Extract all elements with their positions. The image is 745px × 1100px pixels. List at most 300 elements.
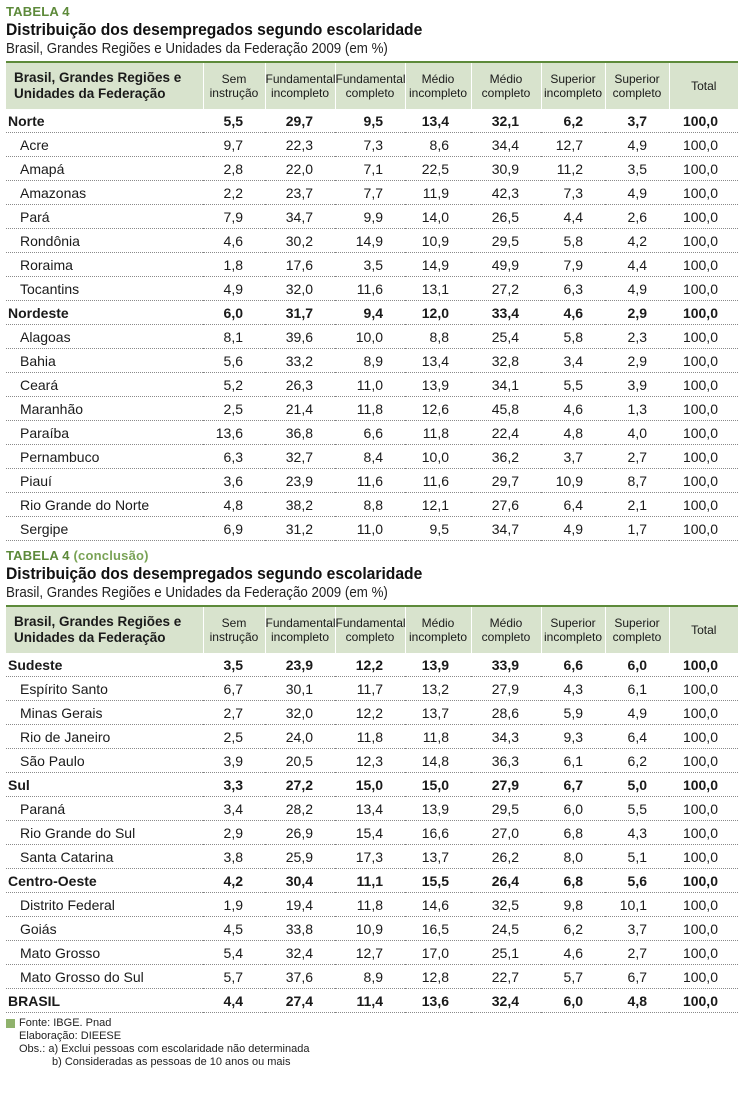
- table1-header-col0: Brasil, Grandes Regiões e Unidades da Federação: [14, 70, 182, 101]
- cell-value: 4,9: [605, 701, 669, 725]
- cell-value: 6,3: [541, 277, 605, 301]
- cell-value: 21,4: [265, 397, 335, 421]
- table-row: [6, 893, 738, 917]
- cell-value: 6,0: [541, 797, 605, 821]
- cell-value: 100,0: [669, 277, 738, 301]
- cell-value: 2,9: [203, 821, 265, 845]
- cell-value: 23,9: [265, 469, 335, 493]
- cell-value: 8,6: [405, 133, 471, 157]
- row-label: Minas Gerais: [6, 701, 203, 725]
- cell-value: 22,7: [471, 965, 541, 989]
- footer-source: Fonte: IBGE. Pnad: [19, 1017, 112, 1029]
- cell-value: 9,3: [541, 725, 605, 749]
- cell-value: 6,7: [605, 965, 669, 989]
- cell-value: 5,7: [541, 965, 605, 989]
- cell-value: 15,5: [405, 869, 471, 893]
- cell-value: 1,9: [203, 893, 265, 917]
- row-label: Norte: [6, 109, 203, 133]
- cell-value: 32,0: [265, 277, 335, 301]
- cell-value: 4,6: [541, 397, 605, 421]
- cell-value: 6,1: [605, 677, 669, 701]
- cell-value: 7,1: [335, 157, 405, 181]
- cell-value: 32,5: [471, 893, 541, 917]
- cell-value: 6,7: [541, 773, 605, 797]
- row-label: Espírito Santo: [6, 677, 203, 701]
- cell-value: 100,0: [669, 917, 738, 941]
- table-row: [6, 469, 738, 493]
- cell-value: 2,7: [605, 941, 669, 965]
- cell-value: 4,4: [541, 205, 605, 229]
- cell-value: 4,6: [541, 301, 605, 325]
- table1-block: [6, 4, 738, 541]
- table2-header-col4: Médio incompleto: [405, 607, 471, 653]
- cell-value: 4,8: [605, 989, 669, 1013]
- cell-value: 12,6: [405, 397, 471, 421]
- cell-value: 11,6: [405, 469, 471, 493]
- row-label: Pernambuco: [6, 445, 203, 469]
- cell-value: 2,9: [605, 349, 669, 373]
- cell-value: 11,0: [335, 517, 405, 541]
- cell-value: 5,8: [541, 325, 605, 349]
- cell-value: 13,9: [405, 797, 471, 821]
- cell-value: 3,7: [605, 109, 669, 133]
- table2-body: [6, 653, 738, 1013]
- row-label: Alagoas: [6, 325, 203, 349]
- table1-tag: TABELA 4: [6, 4, 70, 19]
- cell-value: 10,9: [405, 229, 471, 253]
- table-row: [6, 157, 738, 181]
- table-row: [6, 421, 738, 445]
- cell-value: 13,4: [405, 349, 471, 373]
- cell-value: 34,7: [471, 517, 541, 541]
- cell-value: 100,0: [669, 749, 738, 773]
- row-label: Santa Catarina: [6, 845, 203, 869]
- cell-value: 11,8: [335, 725, 405, 749]
- cell-value: 11,0: [335, 373, 405, 397]
- cell-value: 3,8: [203, 845, 265, 869]
- cell-value: 32,1: [471, 109, 541, 133]
- cell-value: 8,9: [335, 349, 405, 373]
- cell-value: 11,1: [335, 869, 405, 893]
- cell-value: 27,2: [265, 773, 335, 797]
- cell-value: 1,8: [203, 253, 265, 277]
- table1-header-col2: Fundamental incompleto: [265, 63, 335, 109]
- cell-value: 26,3: [265, 373, 335, 397]
- table-row: [6, 133, 738, 157]
- row-label: Goiás: [6, 917, 203, 941]
- table-row: [6, 229, 738, 253]
- cell-value: 49,9: [471, 253, 541, 277]
- table2-header-col0: Brasil, Grandes Regiões e Unidades da Federação: [14, 614, 182, 645]
- cell-value: 3,6: [203, 469, 265, 493]
- cell-value: 17,3: [335, 845, 405, 869]
- table-row: [6, 493, 738, 517]
- cell-value: 27,9: [471, 773, 541, 797]
- row-label: Rio Grande do Norte: [6, 493, 203, 517]
- cell-value: 100,0: [669, 701, 738, 725]
- cell-value: 4,8: [203, 493, 265, 517]
- row-label: Mato Grosso: [6, 941, 203, 965]
- cell-value: 29,5: [471, 229, 541, 253]
- cell-value: 10,0: [405, 445, 471, 469]
- cell-value: 6,6: [335, 421, 405, 445]
- cell-value: 36,2: [471, 445, 541, 469]
- row-label: Sergipe: [6, 517, 203, 541]
- cell-value: 12,8: [405, 965, 471, 989]
- cell-value: 3,7: [605, 917, 669, 941]
- cell-value: 13,6: [203, 421, 265, 445]
- cell-value: 100,0: [669, 821, 738, 845]
- cell-value: 16,5: [405, 917, 471, 941]
- cell-value: 23,7: [265, 181, 335, 205]
- cell-value: 14,0: [405, 205, 471, 229]
- table1-header-col5: Médio completo: [471, 63, 541, 109]
- table-row: [6, 821, 738, 845]
- cell-value: 8,7: [605, 469, 669, 493]
- table1-header-col4: Médio incompleto: [405, 63, 471, 109]
- cell-value: 100,0: [669, 325, 738, 349]
- cell-value: 4,4: [605, 253, 669, 277]
- cell-value: 3,4: [541, 349, 605, 373]
- cell-value: 6,8: [541, 821, 605, 845]
- table2-header-row: [6, 607, 738, 653]
- table2-subtitle: Brasil, Grandes Regiões e Unidades da Federação 2009 (em %): [6, 585, 388, 601]
- cell-value: 11,2: [541, 157, 605, 181]
- region-row: [6, 773, 738, 797]
- table-row: [6, 277, 738, 301]
- cell-value: 32,4: [471, 989, 541, 1013]
- cell-value: 27,2: [471, 277, 541, 301]
- table1-header-col7: Superior completo: [605, 63, 669, 109]
- cell-value: 8,1: [203, 325, 265, 349]
- row-label: Nordeste: [6, 301, 203, 325]
- cell-value: 5,1: [605, 845, 669, 869]
- table1-title: Distribuição dos desempregados segundo escolaridade: [6, 20, 423, 39]
- cell-value: 100,0: [669, 445, 738, 469]
- row-label: Sudeste: [6, 653, 203, 677]
- cell-value: 24,5: [471, 917, 541, 941]
- cell-value: 36,8: [265, 421, 335, 445]
- cell-value: 25,9: [265, 845, 335, 869]
- cell-value: 100,0: [669, 301, 738, 325]
- cell-value: 6,4: [541, 493, 605, 517]
- cell-value: 2,6: [605, 205, 669, 229]
- cell-value: 11,8: [335, 397, 405, 421]
- cell-value: 13,2: [405, 677, 471, 701]
- cell-value: 100,0: [669, 229, 738, 253]
- table-row: [6, 917, 738, 941]
- cell-value: 9,5: [405, 517, 471, 541]
- table2-header-col2: Fundamental incompleto: [265, 607, 335, 653]
- cell-value: 100,0: [669, 109, 738, 133]
- cell-value: 100,0: [669, 869, 738, 893]
- row-label: Amazonas: [6, 181, 203, 205]
- cell-value: 100,0: [669, 893, 738, 917]
- cell-value: 22,5: [405, 157, 471, 181]
- cell-value: 37,6: [265, 965, 335, 989]
- cell-value: 7,7: [335, 181, 405, 205]
- table2-title: Distribuição dos desempregados segundo escolaridade: [6, 564, 423, 583]
- cell-value: 2,5: [203, 725, 265, 749]
- region-row: [6, 653, 738, 677]
- row-label: Maranhão: [6, 397, 203, 421]
- cell-value: 28,2: [265, 797, 335, 821]
- cell-value: 9,7: [203, 133, 265, 157]
- row-label: Paraná: [6, 797, 203, 821]
- cell-value: 5,9: [541, 701, 605, 725]
- cell-value: 4,9: [605, 133, 669, 157]
- cell-value: 4,5: [203, 917, 265, 941]
- cell-value: 100,0: [669, 965, 738, 989]
- row-label: Distrito Federal: [6, 893, 203, 917]
- row-label: Amapá: [6, 157, 203, 181]
- cell-value: 5,8: [541, 229, 605, 253]
- region-row: [6, 109, 738, 133]
- cell-value: 13,1: [405, 277, 471, 301]
- cell-value: 7,3: [541, 181, 605, 205]
- row-label: Sul: [6, 773, 203, 797]
- cell-value: 100,0: [669, 725, 738, 749]
- cell-value: 13,9: [405, 653, 471, 677]
- region-row: [6, 869, 738, 893]
- table1-header-col3: Fundamental completo: [335, 63, 405, 109]
- table-row: [6, 445, 738, 469]
- cell-value: 4,6: [541, 941, 605, 965]
- cell-value: 3,3: [203, 773, 265, 797]
- cell-value: 2,8: [203, 157, 265, 181]
- cell-value: 38,2: [265, 493, 335, 517]
- cell-value: 6,2: [605, 749, 669, 773]
- cell-value: 27,9: [471, 677, 541, 701]
- cell-value: 4,9: [541, 517, 605, 541]
- cell-value: 15,4: [335, 821, 405, 845]
- cell-value: 12,7: [541, 133, 605, 157]
- cell-value: 14,9: [405, 253, 471, 277]
- cell-value: 5,0: [605, 773, 669, 797]
- cell-value: 3,5: [203, 653, 265, 677]
- table2-header-col5: Médio completo: [471, 607, 541, 653]
- cell-value: 11,6: [335, 277, 405, 301]
- table2-tag: TABELA 4 (conclusão): [6, 548, 149, 563]
- cell-value: 32,0: [265, 701, 335, 725]
- square-bullet-icon: [6, 1019, 15, 1028]
- table1-body: [6, 109, 738, 541]
- cell-value: 34,1: [471, 373, 541, 397]
- cell-value: 26,9: [265, 821, 335, 845]
- row-label: São Paulo: [6, 749, 203, 773]
- cell-value: 30,4: [265, 869, 335, 893]
- cell-value: 11,4: [335, 989, 405, 1013]
- cell-value: 4,4: [203, 989, 265, 1013]
- cell-value: 42,3: [471, 181, 541, 205]
- cell-value: 16,6: [405, 821, 471, 845]
- cell-value: 100,0: [669, 205, 738, 229]
- cell-value: 2,3: [605, 325, 669, 349]
- cell-value: 31,2: [265, 517, 335, 541]
- cell-value: 11,6: [335, 469, 405, 493]
- cell-value: 13,4: [335, 797, 405, 821]
- cell-value: 8,4: [335, 445, 405, 469]
- cell-value: 33,2: [265, 349, 335, 373]
- cell-value: 4,3: [541, 677, 605, 701]
- cell-value: 13,7: [405, 845, 471, 869]
- row-label: Ceará: [6, 373, 203, 397]
- cell-value: 5,5: [203, 109, 265, 133]
- cell-value: 6,4: [605, 725, 669, 749]
- cell-value: 12,0: [405, 301, 471, 325]
- cell-value: 8,8: [335, 493, 405, 517]
- cell-value: 10,0: [335, 325, 405, 349]
- cell-value: 32,7: [265, 445, 335, 469]
- cell-value: 5,7: [203, 965, 265, 989]
- cell-value: 100,0: [669, 773, 738, 797]
- cell-value: 11,8: [405, 725, 471, 749]
- cell-value: 3,7: [541, 445, 605, 469]
- cell-value: 4,9: [605, 277, 669, 301]
- cell-value: 20,5: [265, 749, 335, 773]
- row-label: Acre: [6, 133, 203, 157]
- cell-value: 6,1: [541, 749, 605, 773]
- table2-header-col8: Total: [669, 607, 738, 653]
- region-row: [6, 989, 738, 1013]
- cell-value: 6,8: [541, 869, 605, 893]
- table-row: [6, 349, 738, 373]
- cell-value: 7,3: [335, 133, 405, 157]
- cell-value: 100,0: [669, 397, 738, 421]
- cell-value: 3,9: [203, 749, 265, 773]
- cell-value: 6,3: [203, 445, 265, 469]
- cell-value: 4,2: [605, 229, 669, 253]
- cell-value: 13,9: [405, 373, 471, 397]
- cell-value: 12,3: [335, 749, 405, 773]
- cell-value: 39,6: [265, 325, 335, 349]
- cell-value: 5,5: [605, 797, 669, 821]
- cell-value: 100,0: [669, 157, 738, 181]
- table-row: [6, 397, 738, 421]
- row-label: Tocantins: [6, 277, 203, 301]
- row-label: Roraima: [6, 253, 203, 277]
- table-row: [6, 797, 738, 821]
- cell-value: 6,2: [541, 109, 605, 133]
- table-row: [6, 845, 738, 869]
- cell-value: 7,9: [541, 253, 605, 277]
- cell-value: 6,0: [203, 301, 265, 325]
- cell-value: 6,6: [541, 653, 605, 677]
- cell-value: 4,3: [605, 821, 669, 845]
- cell-value: 15,0: [335, 773, 405, 797]
- cell-value: 11,8: [335, 893, 405, 917]
- cell-value: 36,3: [471, 749, 541, 773]
- cell-value: 33,8: [265, 917, 335, 941]
- row-label: Bahia: [6, 349, 203, 373]
- cell-value: 100,0: [669, 469, 738, 493]
- cell-value: 22,4: [471, 421, 541, 445]
- row-label: Piauí: [6, 469, 203, 493]
- cell-value: 3,9: [605, 373, 669, 397]
- cell-value: 33,9: [471, 653, 541, 677]
- cell-value: 2,2: [203, 181, 265, 205]
- cell-value: 12,7: [335, 941, 405, 965]
- cell-value: 13,6: [405, 989, 471, 1013]
- cell-value: 100,0: [669, 845, 738, 869]
- cell-value: 100,0: [669, 493, 738, 517]
- footer-note-a: Obs.: a) Exclui pessoas com escolaridade não determinada: [19, 1043, 310, 1055]
- cell-value: 3,5: [335, 253, 405, 277]
- table2-tag-suffix: (conclusão): [73, 548, 149, 563]
- cell-value: 32,8: [471, 349, 541, 373]
- cell-value: 19,4: [265, 893, 335, 917]
- cell-value: 6,2: [541, 917, 605, 941]
- cell-value: 11,9: [405, 181, 471, 205]
- cell-value: 27,0: [471, 821, 541, 845]
- cell-value: 9,9: [335, 205, 405, 229]
- cell-value: 10,1: [605, 893, 669, 917]
- table-row: [6, 941, 738, 965]
- cell-value: 4,6: [203, 229, 265, 253]
- table-row: [6, 677, 738, 701]
- cell-value: 4,9: [605, 181, 669, 205]
- cell-value: 13,4: [405, 109, 471, 133]
- cell-value: 28,6: [471, 701, 541, 725]
- table-row: [6, 373, 738, 397]
- cell-value: 100,0: [669, 133, 738, 157]
- cell-value: 12,1: [405, 493, 471, 517]
- cell-value: 12,2: [335, 701, 405, 725]
- cell-value: 100,0: [669, 349, 738, 373]
- cell-value: 5,4: [203, 941, 265, 965]
- cell-value: 29,7: [471, 469, 541, 493]
- cell-value: 34,3: [471, 725, 541, 749]
- table-row: [6, 181, 738, 205]
- cell-value: 6,9: [203, 517, 265, 541]
- table-row: [6, 965, 738, 989]
- row-label: Mato Grosso do Sul: [6, 965, 203, 989]
- cell-value: 26,5: [471, 205, 541, 229]
- cell-value: 2,7: [605, 445, 669, 469]
- cell-value: 8,9: [335, 965, 405, 989]
- cell-value: 14,8: [405, 749, 471, 773]
- row-label: Pará: [6, 205, 203, 229]
- cell-value: 4,0: [605, 421, 669, 445]
- cell-value: 100,0: [669, 989, 738, 1013]
- cell-value: 9,5: [335, 109, 405, 133]
- cell-value: 2,1: [605, 493, 669, 517]
- table2-header-col6: Superior incompleto: [541, 607, 605, 653]
- cell-value: 3,5: [605, 157, 669, 181]
- cell-value: 4,8: [541, 421, 605, 445]
- table-row: [6, 253, 738, 277]
- cell-value: 22,0: [265, 157, 335, 181]
- cell-value: 27,4: [265, 989, 335, 1013]
- table1-header-row: [6, 63, 738, 109]
- table1-header-col1: Sem instrução: [203, 63, 265, 109]
- cell-value: 5,6: [203, 349, 265, 373]
- row-label: Centro-Oeste: [6, 869, 203, 893]
- cell-value: 26,4: [471, 869, 541, 893]
- region-row: [6, 301, 738, 325]
- cell-value: 33,4: [471, 301, 541, 325]
- cell-value: 17,6: [265, 253, 335, 277]
- cell-value: 5,5: [541, 373, 605, 397]
- cell-value: 24,0: [265, 725, 335, 749]
- cell-value: 100,0: [669, 653, 738, 677]
- cell-value: 34,4: [471, 133, 541, 157]
- cell-value: 29,7: [265, 109, 335, 133]
- table-row: [6, 325, 738, 349]
- cell-value: 7,9: [203, 205, 265, 229]
- cell-value: 100,0: [669, 797, 738, 821]
- table-row: [6, 725, 738, 749]
